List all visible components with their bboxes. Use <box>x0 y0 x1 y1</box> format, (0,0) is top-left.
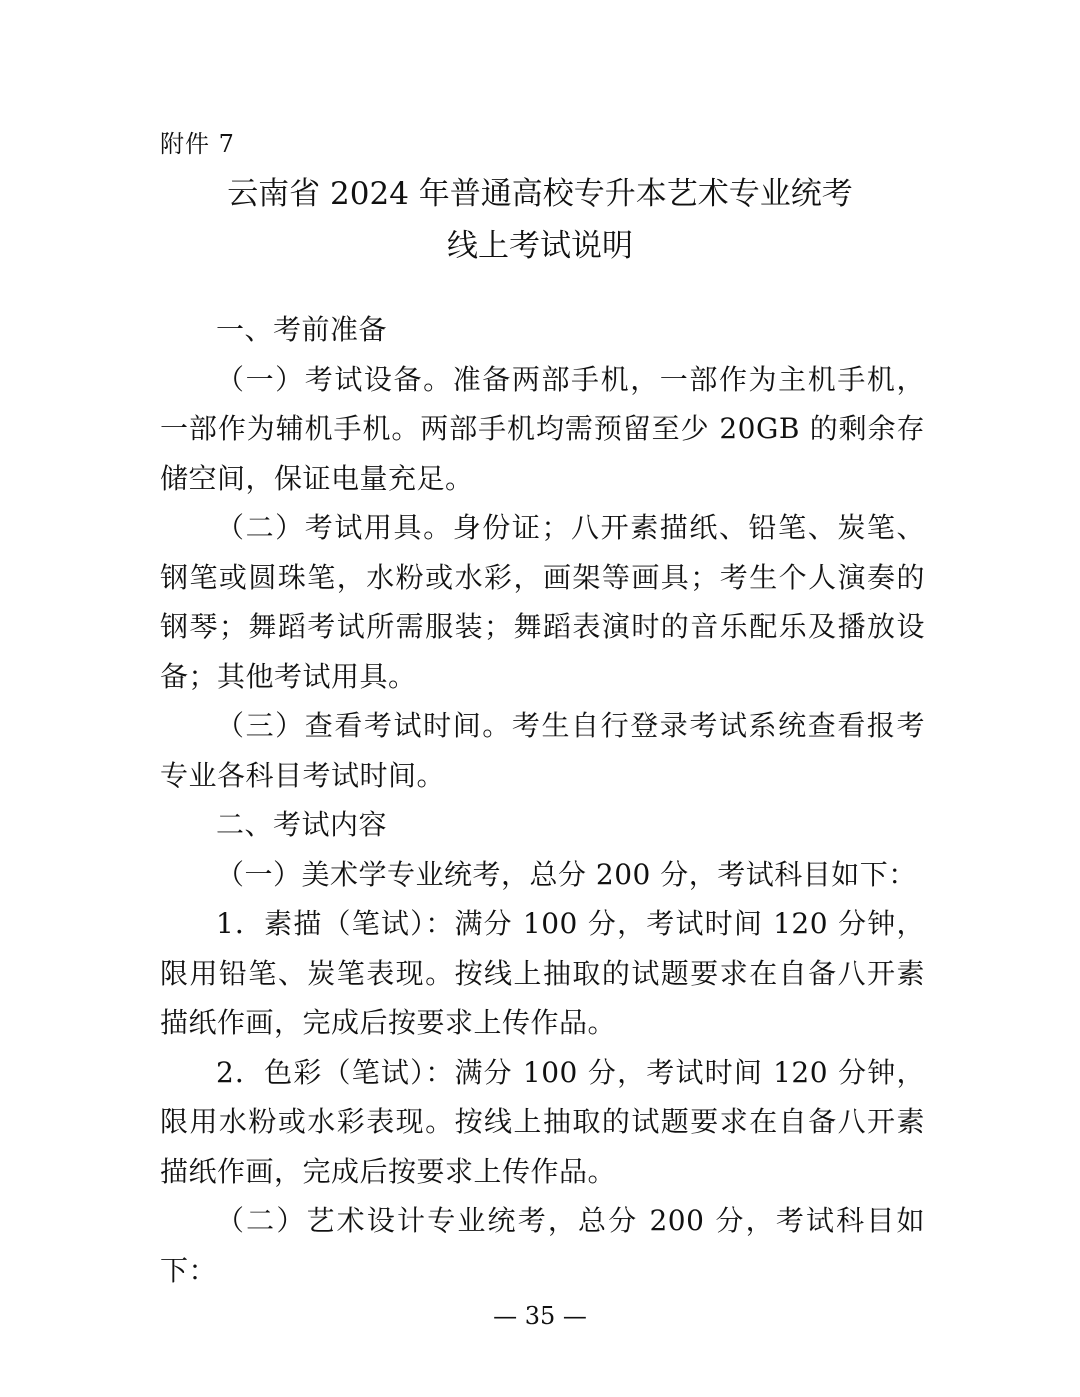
paragraph-exam-devices: （一）考试设备。准备两部手机，一部作为主机手机，一部作为辅机手机。两部手机均需预留至少 20GB 的剩余存储空间，保证电量充足。 <box>160 362 925 495</box>
section-heading-preparation: 一、考前准备 <box>216 313 388 346</box>
section-heading-content: 二、考试内容 <box>216 808 388 841</box>
page-number: — 35 — <box>493 1302 587 1330</box>
paragraph-color: 2．色彩（笔试）：满分 100 分，考试时间 120 分钟，限用水粉或水彩表现。按线上抽取的试题要求在自备八开素描纸作画，完成后按要求上传作品。 <box>160 1055 925 1188</box>
attachment-label: 附件 7 <box>160 130 235 158</box>
document-body <box>160 305 925 1295</box>
paragraph-sketch: 1．素描（笔试）：满分 100 分，考试时间 120 分钟，限用铅笔、炭笔表现。按线上抽取的试题要求在自备八开素描纸作画，完成后按要求上传作品。 <box>160 907 925 1039</box>
paragraph-exam-time: （三）查看考试时间。考生自行登录考试系统查看报考专业各科目考试时间。 <box>160 709 925 792</box>
paragraph-fine-arts: （一）美术学专业统考，总分 200 分，考试科目如下： <box>216 857 917 891</box>
document-title-line-2: 线上考试说明 <box>447 228 633 264</box>
paragraph-exam-tools: （二）考试用具。身份证；八开素描纸、铅笔、炭笔、钢笔或圆珠笔，水粉或水彩，画架等画具；考生个人演奏的钢琴；舞蹈考试所需服装；舞蹈表演时的音乐配乐及播放设备；其他考试用具。 <box>160 511 925 693</box>
paragraph-art-design: （二）艺术设计专业统考，总分 200 分，考试科目如下： <box>160 1204 925 1287</box>
document-title-line-1: 云南省 2024 年普通高校专升本艺术专业统考 <box>227 176 853 212</box>
